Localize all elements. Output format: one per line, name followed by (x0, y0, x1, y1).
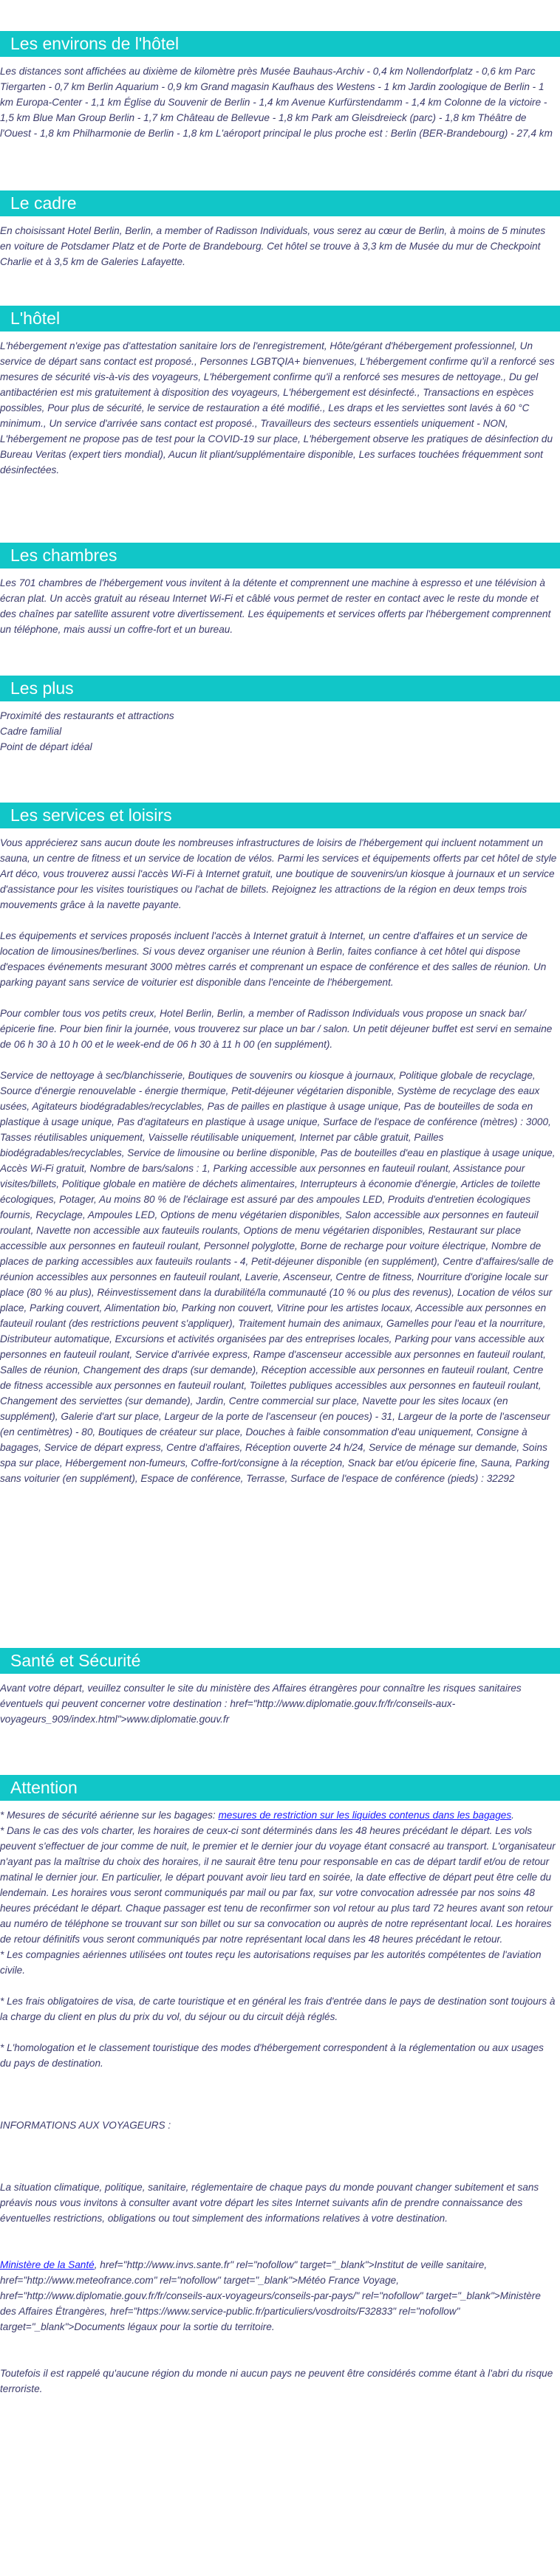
plus-list (0, 701, 557, 755)
paragraph: INFORMATIONS AUX VOYAGEURS : (0, 2120, 171, 2131)
chambres-text: Les 701 chambres de l'hébergement vous invitent à la détente et comprennent une machine à espresso et une télévision à écran plat. Un accès gratuit au réseau Internet Wi-Fi et câblé vous permet de rester en contact avec le reste du monde et des chaînes par satellite assurent votre divertissement. Les équipements et services offerts par l'hébergement comprennent un téléphone, mais aussi un coffre-fort et un bureau. (0, 577, 551, 635)
paragraph: * Les compagnies aériennes utilisées ont toutes reçu les autorisations requises par les autorités compétentes de l'aviation civile. (0, 1949, 542, 1976)
environs-text: Les distances sont affichées au dixième de kilomètre près Musée Bauhaus-Archiv - 0,4 km Nollendorfplatz - 0,6 km Parc Tiergarten - 0,7 km Berlin Aquarium - 0,9 km Grand magasin Kaufhaus des Westens - 1 km Jardin zoologique de Berlin - 1 km Europa-Center - 1,1 km Église du Souvenir de Berlin - 1,4 km Avenue Kurfürstendamm - 1,4 km Colonne de la victoire - 1,5 km Blue Man Group Berlin - 1,7 km Château de Bellevue - 1,8 km Park am Gleisdreieck (parc) - 1,8 km Théâtre de l'Ouest - 1,8 km Philharmonie de Berlin - 1,8 km L'aéroport principal le plus proche est : Berlin (BER-Brandebourg) - 27,4 km (0, 66, 553, 139)
text-fragment: * Mesures de sécurité aérienne sur les bagages: (0, 1810, 219, 1821)
list-item: Point de départ idéal (0, 741, 92, 752)
section-title: Santé et Sécurité (0, 1648, 560, 1674)
section-title: L'hôtel (0, 306, 560, 332)
text-fragment: , href="http://www.invs.sante.fr" rel="nofollow" target="_blank">Institut de veille sanitaire, href="http://www.meteofrance.com" rel="nofollow" target="_blank">Météo France Voyage, href="http://www.diplomatie.gouv.fr/fr/conseils-aux-voyageurs/conseils-par-pays/" rel="nofollow" target="_blank">Ministère des Affaires Étrangères, href="https://www.service-public.fr/particuliers/vosdroits/F32833" rel="nofollow" target="_blank">Documents légaux pour la sortie du territoire. (0, 2259, 541, 2332)
paragraph: Pour combler tous vos petits creux, Hotel Berlin, Berlin, a member of Radisson Individuals vous propose un snack bar/épicerie fine. Pour bien finir la journée, vous trouverez sur place un bar / salon. Un petit déjeuner buffet est servi en semaine de 06 h 30 à 10 h 00 et le week-end de 06 h 30 à 11 h 00 (en supplément). (0, 1008, 553, 1050)
section-title: Les plus (0, 676, 560, 701)
services-text (0, 828, 557, 1486)
text-fragment: . (511, 1810, 514, 1821)
section-title: Les environs de l'hôtel (0, 31, 560, 57)
paragraph: * L'homologation et le classement touristique des modes d'hébergement correspondent à la réglementation ou aux usages du pays de destination. (0, 2042, 544, 2069)
attention-text (0, 1801, 557, 2397)
paragraph: * Les frais obligatoires de visa, de carte touristique et en général les frais d'entrée dans le pays de destination sont toujours à la charge du client en plus du prix du vol, du séjour ou du circuit déjà réglés. (0, 1996, 556, 2022)
liquids-restriction-link[interactable]: mesures de restriction sur les liquides contenus dans les bagages (218, 1810, 512, 1821)
section-title: Les services et loisirs (0, 803, 560, 828)
paragraph: Toutefois il est rappelé qu'aucune région du monde ni aucun pays ne peuvent être considérés comme étant à l'abri du risque terroriste. (0, 2368, 553, 2394)
section-attention (0, 1775, 560, 2397)
section-chambres (0, 543, 560, 637)
section-title: Les chambres (0, 543, 560, 569)
section-cadre (0, 190, 560, 269)
section-services (0, 803, 560, 1486)
paragraph: Les équipements et services proposés incluent l'accès à Internet gratuit à Internet, un centre d'affaires et un service de location de limousines/berlines. Si vous devez organiser une réunion à Berlin, faites confiance à cet hôtel qui dispose d'espaces événements mesurant 3000 mètres carrés et comprenant un espace de conférence et des salles de réunion. Un parking payant sans service de voiturier est disponible dans l'enceinte de l'hébergement. (0, 930, 547, 988)
paragraph (0, 2257, 557, 2335)
section-title: Le cadre (0, 190, 560, 216)
paragraph: Vous apprécierez sans aucun doute les nombreuses infrastructures de loisirs de l'hébergement qui incluent notamment un sauna, un centre de fitness et un service de location de vélos. Parmi les services et équipements offerts par cet hôtel de style Art déco, vous trouverez aussi l'accès Wi-Fi à Internet gratuit, une boutique de souvenirs/un kiosque à journaux et un service d'assistance pour les visites touristiques ou l'achat de billets. Rejoignez les attractions de la région en deux temps trois mouvements grâce à la navette payante. (0, 837, 557, 910)
section-environs (0, 31, 560, 141)
paragraph: Service de nettoyage à sec/blanchisserie, Boutiques de souvenirs ou kiosque à journaux, Politique globale de recyclage, Source d'énergie renouvelable - énergie thermique, Petit-déjeuner végétarien disponible, Système de recyclage des eaux usées, Agitateurs biodégradables/recyclables, Pas de pailles en plastique à usage unique, Pas de bouteilles de soda en plastique à usage unique, Pas d'agitateurs en plastique à usage unique, Surface de l'espace de conférence (mètres) : 3000, Tasses réutilisables uniquement, Vaisselle réutilisable uniquement, Internet par câble gratuit, Pailles biodégradables/recyclables, Service de limousine ou berline disponible, Pas de bouteilles d'eau en plastique à usage unique, Accès Wi-Fi gratuit, Nombre de bars/salons : 1, Parking accessible aux personnes en fauteuil roulant, Assistance pour visites/billets, Politique globale en matière de déchets alimentaires, Interrupteurs à économie d'énergie, Articles de toilette écologiques, Potager, Au moins 80 % de l'éclairage est assuré par des ampoules LED, Produits d'entretien écologiques fournis, Recyclage, Ampoules LED, Options de menu végétarien disponibles, Salon accessible aux personnes en fauteuil roulant, Navette non accessible aux fauteuils roulants, Options de menu végétarien disponibles, Restaurant sur place accessible aux personnes en fauteuil roulant, Personnel polyglotte, Borne de recharge pour voiture électrique, Nombre de places de parking accessibles aux fauteuils roulants - 4, Petit-déjeuner disponible (en supplément), Centre d'affaires/salle de réunion accessibles aux personnes en fauteuil roulant, Laverie, Ascenseur, Centre de fitness, Nourriture d'origine locale sur place (80 % au plus), Réinvestissement dans la durabilité/la communauté (10 % ou plus des revenus), Location de vélos sur place, Parking couvert, Alimentation bio, Parking non couvert, Vitrine pour les artistes locaux, Accessible aux personnes en fauteuil roulant (des restrictions peuvent s'appliquer), Traitement humain des animaux, Gamelles pour l'eau et la nourriture, Distributeur automatique, Excursions et activités organisées par des entreprises locales, Parking pour vans accessible aux personnes en fauteuil roulant, Service d'arrivée express, Rampe d'ascenseur accessible aux personnes en fauteuil roulant, Salles de réunion, Changement des draps (sur demande), Réception accessible aux personnes en fauteuil roulant, Centre de fitness accessible aux personnes en fauteuil roulant, Toilettes publiques accessibles aux personnes en fauteuil roulant, Changement des serviettes (sur demande), Jardin, Centre commercial sur place, Navette pour les sites locaux (en supplément), Galerie d'art sur place, Largeur de la porte de l'ascenseur (en pouces) - 31, Largeur de la porte de l'ascenseur (en centimètres) - 80, Boutiques de créateur sur place, Douches à faible consommation d'eau uniquement, Consigne à bagages, Service de départ express, Centre d'affaires, Réception ouverte 24 h/24, Service de ménage sur demande, Soins spa sur place, Hébergement non-fumeurs, Coffre-fort/consigne à la réception, Snack bar et/ou épicerie fine, Sauna, Parking sans voiturier (en supplément), Espace de conférence, Terrasse, Surface de l'espace de conférence (pieds) : 32292 (0, 1070, 556, 1484)
section-plus (0, 676, 560, 755)
section-sante (0, 1648, 560, 1727)
paragraph: * Dans le cas des vols charter, les horaires de ceux-ci sont déterminés dans les 48 heures précédant le départ. Les vols peuvent s'effectuer de jour comme de nuit, le premier et le dernier jour du voyage étant consacré au transport. L'organisateur n'ayant pas la maîtrise du choix des horaires, il ne saurait être tenu pour responsable en cas de départ tardif et/ou de retour matinal le dernier jour. En particulier, le départ pouvant avoir lieu tard en soirée, la date effective de départ peut être celle du lendemain. Les horaires vous seront communiqués par mail ou par fax, sur votre convocation adressée par nos soins 48 heures précédant le départ. Chaque passager est tenu de reconfirmer son vol retour au plus tard 72 heures avant son retour au numéro de téléphone se trouvant sur son billet ou sur sa convocation ou auprès de notre représentant local. Les horaires de retour définitifs vous seront communiqués par notre représentant local dans les 48 heures précédant le retour. (0, 1825, 556, 1945)
ministere-sante-link[interactable]: Ministère de la Santé (0, 2259, 95, 2270)
hotel-text: L'hébergement n'exige pas d'attestation sanitaire lors de l'enregistrement, Hôte/gérant d'hébergement professionnel, Un service de départ sans contact est proposé., Personnes LGBTQIA+ bienvenues, L'hébergement confirme qu'il a renforcé ses mesures de sécurité vis-à-vis des voyageurs, L'hébergement confirme qu'il a renforcé ses mesures de nettoyage., Du gel antibactérien est mis gratuitement à disposition des voyageurs, L'hébergement est désinfecté., Transactions en espèces possibles, Pour plus de sécurité, le service de restauration a été modifié., Les draps et les serviettes sont lavés à 60 °C minimum., Un service d'arrivée sans contact est proposé., Travailleurs des secteurs essentiels uniquement - NON, L'hébergement ne propose pas de test pour la COVID-19 sur place, L'hébergement observe les pratiques de désinfection du Bureau Veritas (expert tiers mondial), Aucun lit pliant/supplémentaire disponible, Les surfaces touchées fréquemment sont désinfectées. (0, 340, 555, 475)
paragraph: La situation climatique, politique, sanitaire, réglementaire de chaque pays du monde pouvant changer subitement et sans préavis nous vous invitons à consulter avant votre départ les sites Internet suivants afin de prendre connaissance des éventuelles restrictions, obligations ou tout simplement des informations relatives à votre destination. (0, 2182, 539, 2224)
list-item: Proximité des restaurants et attractions (0, 710, 174, 721)
list-item: Cadre familial (0, 726, 62, 737)
cadre-text: En choisissant Hotel Berlin, Berlin, a member of Radisson Individuals, vous serez au cœur de Berlin, à moins de 5 minutes en voiture de Potsdamer Platz et de Porte de Brandebourg. Cet hôtel se trouve à 3,3 km de Musée du mur de Checkpoint Charlie et à 3,5 km de Galeries Lafayette. (0, 225, 546, 267)
paragraph (0, 1807, 557, 1823)
sante-text: Avant votre départ, veuillez consulter le site du ministère des Affaires étrangères pour connaître les risques sanitaires éventuels qui peuvent concerner votre destination : href="http://www.diplomatie.gouv.fr/fr/conseils-aux-voyageurs_909/index.html">www.diplomatie.gouv.fr (0, 1683, 522, 1725)
section-hotel (0, 306, 560, 478)
section-title: Attention (0, 1775, 560, 1801)
